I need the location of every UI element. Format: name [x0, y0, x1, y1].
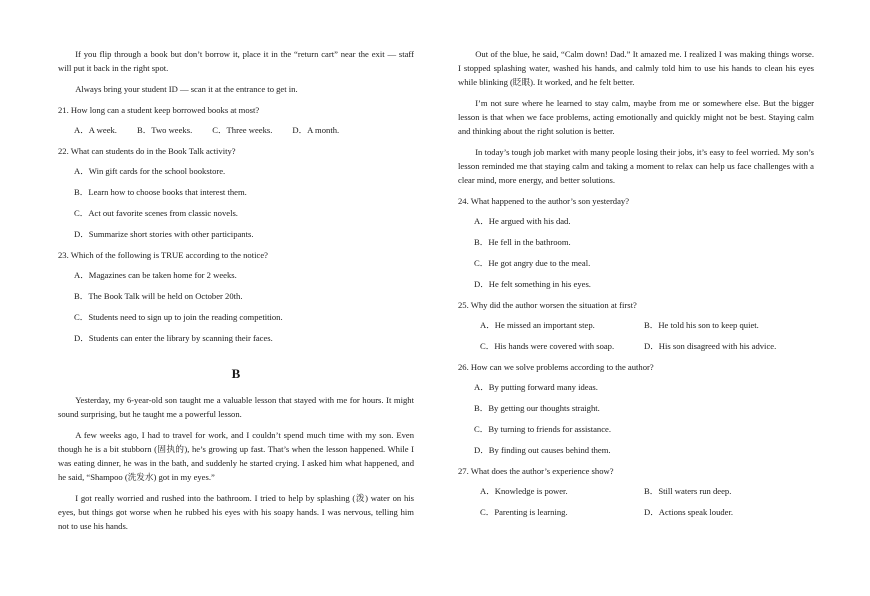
question-stem: 25. Why did the author worsen the situation at first? [458, 300, 637, 310]
option: B．He told his son to keep quiet. [644, 320, 759, 330]
option: D．Actions speak louder. [644, 507, 734, 517]
option: B．The Book Talk will be held on October 20th. [74, 291, 243, 301]
option: D．A month. [292, 125, 340, 135]
option: A．He missed an important step. [480, 320, 595, 330]
option: B．Learn how to choose books that interest them. [74, 187, 247, 197]
question-stem: 27. What does the author’s experience show? [458, 466, 614, 476]
option: A．Win gift cards for the school bookstore. [74, 166, 226, 176]
option: D．His son disagreed with his advice. [644, 341, 777, 351]
intro-paragraph: If you flip through a book but don’t borrow it, place it in the “return cart” near the exit — staff will put it back in the right spot. [58, 49, 414, 73]
passage-paragraph: A few weeks ago, I had to travel for work, and I couldn’t spend much time with my son. Even though he is a bit stubborn (固执的), he’s growing up fast. That’s when the lesson happened. While I was eating dinner, he was in the bath, and suddenly he started crying. I asked him what happened, and he said, “Shampoo (洗发水) got in my eyes.” [58, 430, 414, 482]
left-column [58, 47, 414, 540]
question-stem: 26. How can we solve problems according to the author? [458, 362, 654, 372]
option: B．By getting our thoughts straight. [474, 403, 600, 413]
option: D．Summarize short stories with other participants. [74, 229, 254, 239]
option: C．His hands were covered with soap. [480, 341, 615, 351]
passage-paragraph: Out of the blue, he said, “Calm down! Dad.” It amazed me. I realized I was making things worse. I stopped splashing water, washed his hands, and calmly told him to use his hands to clean his eyes while blinking (眨眼). It worked, and he felt better. [458, 49, 814, 87]
option: A．He argued with his dad. [474, 216, 571, 226]
option: C．He got angry due to the meal. [474, 258, 591, 268]
section-heading: B [231, 366, 241, 381]
intro-paragraph: Always bring your student ID — scan it at the entrance to get in. [75, 84, 298, 94]
option: B．Still waters run deep. [644, 486, 732, 496]
option: B．He fell in the bathroom. [474, 237, 571, 247]
question-stem: 21. How long can a student keep borrowed books at most? [58, 105, 260, 115]
option: C．Parenting is learning. [480, 507, 568, 517]
passage-paragraph: In today’s tough job market with many people losing their jobs, it’s easy to feel worried. My son’s lesson reminded me that staying calm and taking a moment to relax can help us face challenges with a clear mind, more energy, and better solutions. [458, 147, 814, 185]
passage-paragraph: I got really worried and rushed into the bathroom. I tried to help by splashing (泼) water on his eyes, but things got worse when he rubbed his eyes with his soapy hands. I was nervous, telling him not to use his hands. [58, 493, 414, 531]
option: D．Students can enter the library by scanning their faces. [74, 333, 273, 343]
option: A．Knowledge is power. [480, 486, 568, 496]
question-options [480, 318, 814, 353]
passage-paragraph: I’m not sure where he learned to stay calm, maybe from me or somewhere else. But the bigger lesson is that when we face problems, acting emotionally and quickly might not be best. Staying calm and thinking about the right solution is better. [458, 98, 814, 136]
question-options [74, 123, 414, 137]
option: B．Two weeks. [136, 125, 193, 135]
right-column [458, 47, 814, 526]
option: A．A week. [74, 125, 117, 135]
option: C．Three weeks. [212, 125, 273, 135]
option: C．By turning to friends for assistance. [474, 424, 612, 434]
option: D．By finding out causes behind them. [474, 445, 611, 455]
option: A．Magazines can be taken home for 2 weeks. [74, 270, 237, 280]
question-stem: 24. What happened to the author’s son yesterday? [458, 196, 630, 206]
option: C．Students need to sign up to join the reading competition. [74, 312, 283, 322]
option: A．By putting forward many ideas. [474, 382, 598, 392]
passage-paragraph: Yesterday, my 6-year-old son taught me a valuable lesson that stayed with me for hours. It might sound surprising, but he taught me a powerful lesson. [58, 395, 414, 419]
question-options [480, 484, 814, 519]
question-stem: 22. What can students do in the Book Talk activity? [58, 146, 236, 156]
option: C．Act out favorite scenes from classic novels. [74, 208, 238, 218]
option: D．He felt something in his eyes. [474, 279, 591, 289]
question-stem: 23. Which of the following is TRUE according to the notice? [58, 250, 268, 260]
